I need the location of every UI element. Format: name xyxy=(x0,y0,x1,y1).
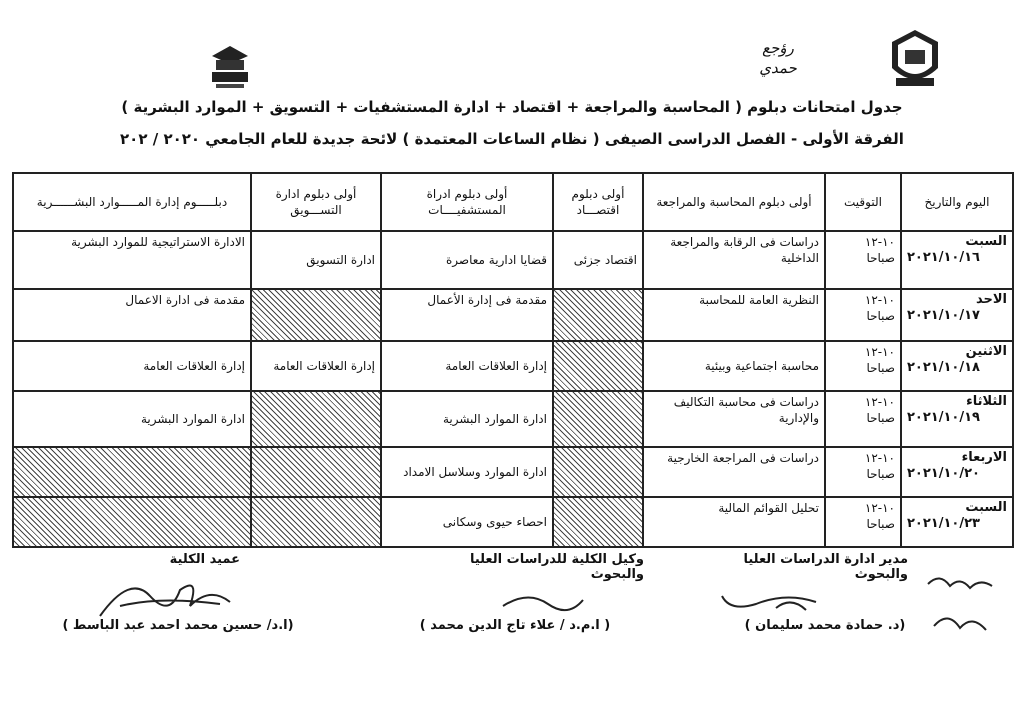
hospitals-cell: مقدمة فى إدارة الأعمال xyxy=(381,289,553,341)
dean-name: (ا.د/ حسين محمد احمد عبد الباسط ) xyxy=(62,618,294,633)
time-cell: ١٠-١٢ صباحا xyxy=(825,447,901,497)
hatched-empty-cell xyxy=(553,447,643,497)
document-subtitle: الفرقة الأولى - الفصل الدراسى الصيفى ( نظام الساعات المعتمدة ) لائحة جديدة للعام الجامعي ٢٠٢٠ / ٢٠٢ xyxy=(120,130,904,148)
hatched-empty-cell xyxy=(251,391,381,447)
table-row xyxy=(13,497,1013,547)
vice-dean-title: وكيل الكلية للدراسات العليا والبحوث xyxy=(469,552,644,582)
hatched-empty-cell xyxy=(553,341,643,391)
hatched-empty-cell xyxy=(251,497,381,547)
vice-dean-signature xyxy=(498,586,588,616)
hatched-empty-cell xyxy=(251,289,381,341)
accounting-cell: محاسبة اجتماعية وبيئية xyxy=(643,341,825,391)
header-day-date: اليوم والتاريخ xyxy=(901,173,1013,231)
hospitals-cell: ادارة الموارد البشرية xyxy=(381,391,553,447)
document-title: جدول امتحانات دبلوم ( المحاسبة والمراجعة + اقتصاد + ادارة المستشفيات + التسويق + الموارد البشرية ) xyxy=(121,98,903,116)
side-handwriting xyxy=(920,570,1000,646)
time-cell: ١٠-١٢ صباحا xyxy=(825,391,901,447)
director-name: (د. حمادة محمد سليمان ) xyxy=(744,618,906,633)
header-economics: أولى دبلوم اقتصـــاد xyxy=(553,173,643,231)
hospitals-cell: احصاء حيوى وسكانى xyxy=(381,497,553,547)
accounting-cell: دراسات فى المراجعة الخارجية xyxy=(643,447,825,497)
hatched-empty-cell xyxy=(553,289,643,341)
faculty-logo xyxy=(208,44,252,90)
hatched-empty-cell xyxy=(553,391,643,447)
accounting-cell: دراسات فى الرقابة والمراجعة الداخلية xyxy=(643,231,825,289)
day-date-cell: الاحد ٢٠٢١/١٠/١٧ xyxy=(901,289,1013,341)
header-hr: دبلـــــوم إدارة المـــــوارد البشــــــرية xyxy=(13,173,251,231)
marketing-cell: ادارة التسويق xyxy=(251,231,381,289)
marketing-cell: إدارة العلاقات العامة xyxy=(251,341,381,391)
dean-title: عميد الكلية xyxy=(169,552,240,567)
day-date-cell: الاثنين ٢٠٢١/١٠/١٨ xyxy=(901,341,1013,391)
hatched-empty-cell xyxy=(13,497,251,547)
exam-schedule-table xyxy=(12,172,1014,548)
table-row xyxy=(13,289,1013,341)
time-cell: ١٠-١٢ صباحا xyxy=(825,497,901,547)
table-row xyxy=(13,447,1013,497)
accounting-cell: دراسات فى محاسبة التكاليف والإدارية xyxy=(643,391,825,447)
table-header-row xyxy=(13,173,1013,231)
director-title: مدير ادارة الدراسات العليا والبحوث xyxy=(743,552,908,582)
accounting-cell: النظرية العامة للمحاسبة xyxy=(643,289,825,341)
hr-cell: ادارة الموارد البشرية xyxy=(13,391,251,447)
table-row xyxy=(13,341,1013,391)
director-signature xyxy=(716,582,826,616)
accounting-cell: تحليل القوائم المالية xyxy=(643,497,825,547)
header-time: التوقيت xyxy=(825,173,901,231)
table-row xyxy=(13,391,1013,447)
hatched-empty-cell xyxy=(553,497,643,547)
hr-cell: مقدمة فى ادارة الاعمال xyxy=(13,289,251,341)
hatched-empty-cell xyxy=(13,447,251,497)
approval-mark: رؤجع xyxy=(762,39,794,57)
time-cell: ١٠-١٢ صباحا xyxy=(825,231,901,289)
economics-cell: اقتصاد جزئى xyxy=(553,231,643,289)
hatched-empty-cell xyxy=(251,447,381,497)
hr-cell: إدارة العلاقات العامة xyxy=(13,341,251,391)
header-hospitals: أولى دبلوم ادراة المستشفيــــات xyxy=(381,173,553,231)
hospitals-cell: إدارة العلاقات العامة xyxy=(381,341,553,391)
day-date-cell: الاربعاء ٢٠٢١/١٠/٢٠ xyxy=(901,447,1013,497)
dean-signature xyxy=(90,566,240,622)
day-date-cell: السبت ٢٠٢١/١٠/١٦ xyxy=(901,231,1013,289)
header-accounting: أولى دبلوم المحاسبة والمراجعة xyxy=(643,173,825,231)
hospitals-cell: قضايا ادارية معاصرة xyxy=(381,231,553,289)
time-cell: ١٠-١٢ صباحا xyxy=(825,341,901,391)
day-date-cell: الثلاثاء ٢٠٢١/١٠/١٩ xyxy=(901,391,1013,447)
university-logo xyxy=(888,28,942,90)
hr-cell: الادارة الاستراتيجية للموارد البشرية xyxy=(13,231,251,289)
header-marketing: أولى دبلوم ادارة التســـويق xyxy=(251,173,381,231)
table-row xyxy=(13,231,1013,289)
approval-name: حمدي xyxy=(759,59,797,77)
hospitals-cell: ادارة الموارد وسلاسل الامداد xyxy=(381,447,553,497)
vice-dean-name: ( ا.م.د / علاء تاج الدين محمد ) xyxy=(419,618,611,633)
day-date-cell: السبت ٢٠٢١/١٠/٢٣ xyxy=(901,497,1013,547)
time-cell: ١٠-١٢ صباحا xyxy=(825,289,901,341)
